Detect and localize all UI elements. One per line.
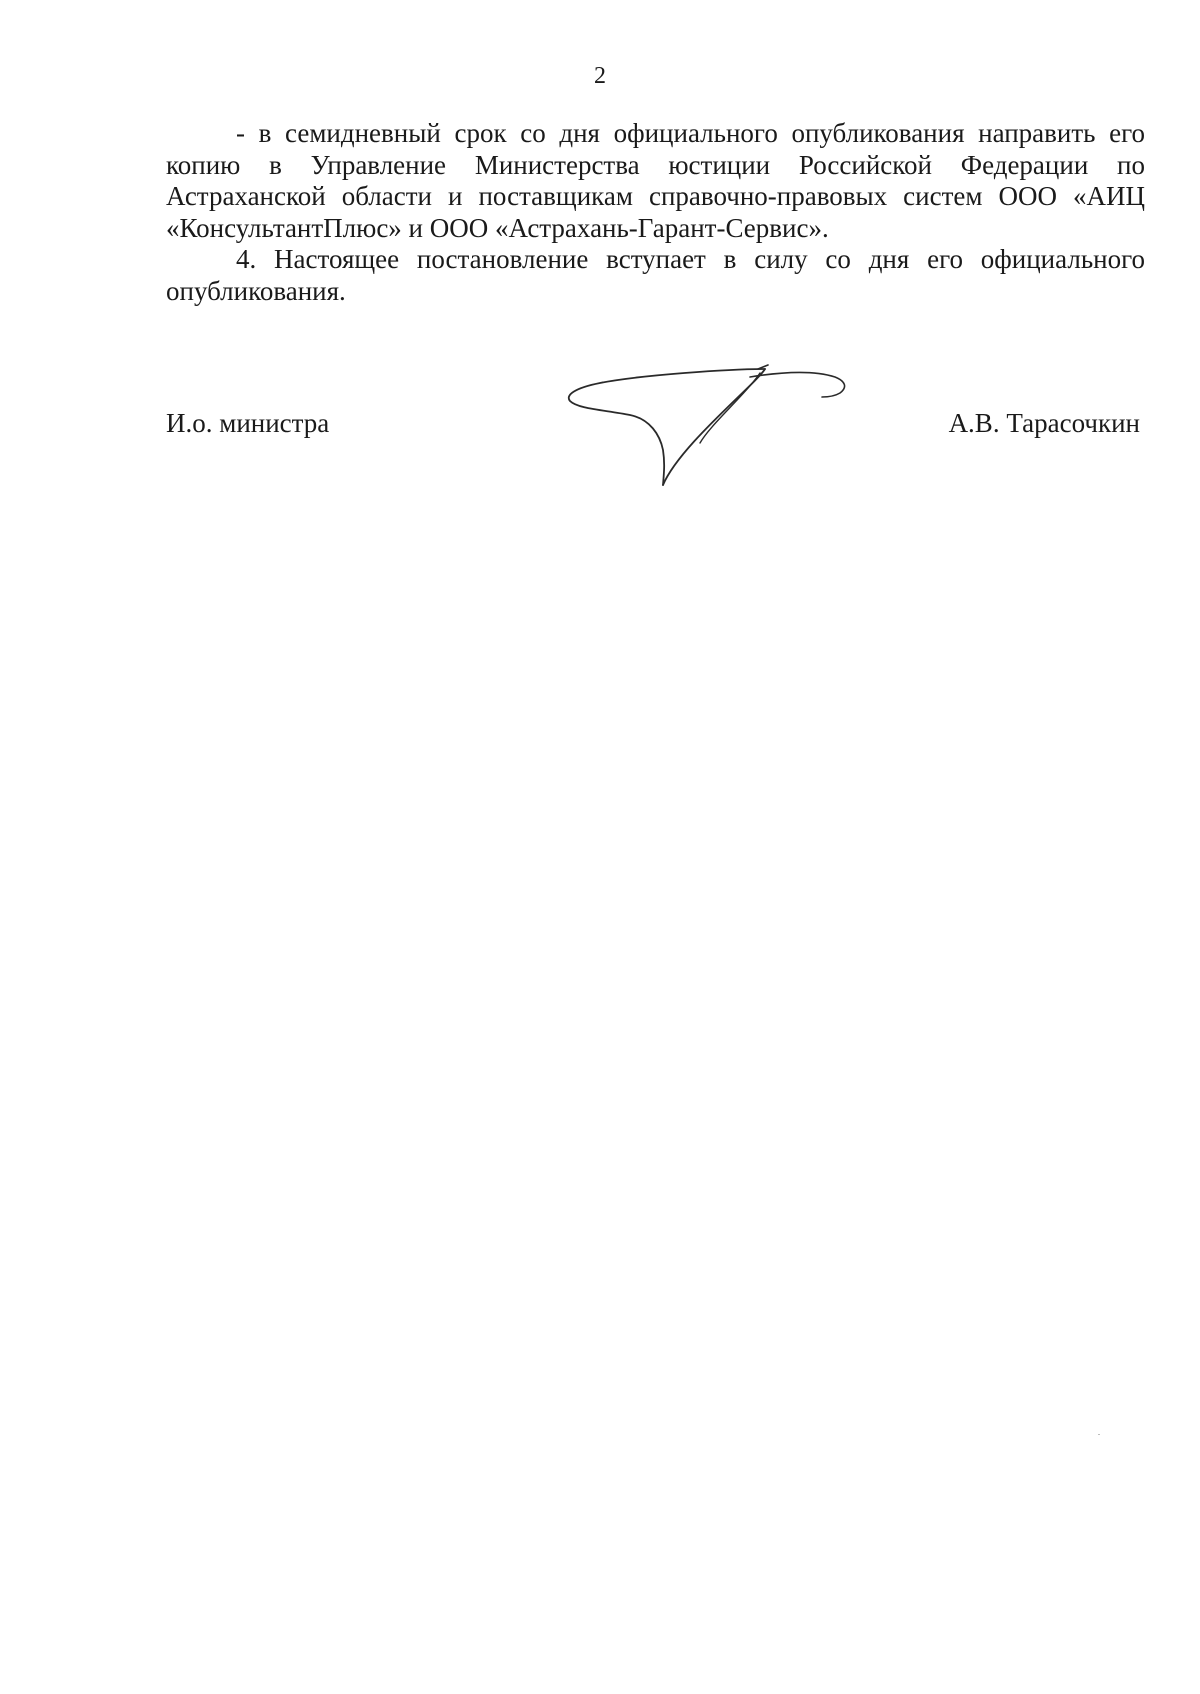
page-number: 2 <box>594 63 606 89</box>
paragraph-publication-copy: - в семидневный срок со дня официального опубликования направить его копию в Управление Министерства юстиции Российской Федерации по Астраханской области и поставщикам справочно-правовых систем ООО «АИЦ «КонсультантПлюс» и ООО «Астрахань-Гарант-Сервис». <box>166 118 1145 243</box>
scan-speck <box>1098 1434 1100 1435</box>
signatory-name: А.В. Тарасочкин <box>948 408 1140 438</box>
paragraph-entry-into-force: 4. Настоящее постановление вступает в силу со дня его официального опубликования. <box>166 244 1145 306</box>
signatory-title: И.о. министра <box>166 408 330 438</box>
handwritten-signature-icon <box>560 355 860 495</box>
document-body <box>166 118 1145 307</box>
